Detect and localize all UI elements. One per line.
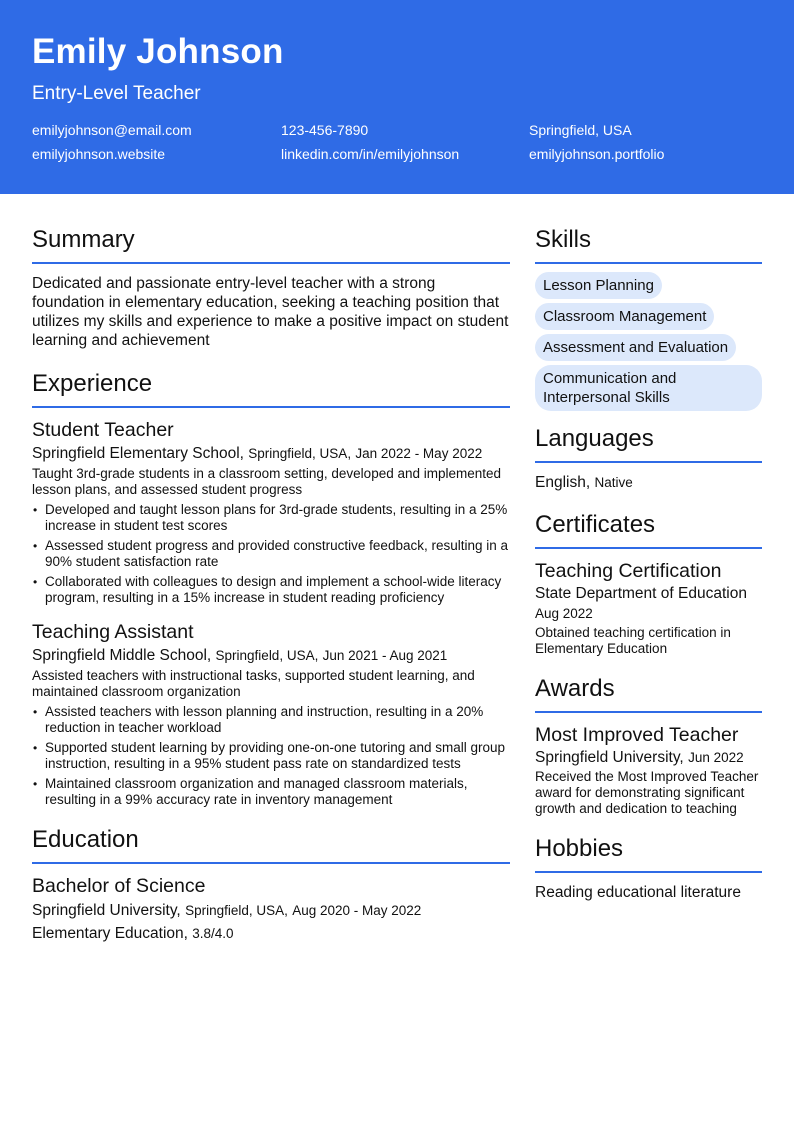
job-title: Student Teacher — [32, 419, 174, 441]
award-meta — [535, 748, 762, 767]
job-description: Assisted teachers with instructional tasks, supported student learning, and maintained classroom organization — [32, 668, 475, 699]
awards-section — [535, 675, 762, 817]
job-entry — [32, 418, 510, 606]
school-location: Springfield, USA, — [185, 903, 288, 918]
field-of-study: Elementary Education, — [32, 925, 188, 942]
section-divider — [32, 862, 510, 864]
school-name: Springfield University, — [32, 902, 181, 919]
summary-section — [32, 226, 510, 350]
list-item: • Assessed student progress and provided constructive feedback, resulting in a 90% student satisfaction rate — [32, 538, 510, 570]
contact-linkedin[interactable]: linkedin.com/in/emilyjohnson — [281, 146, 460, 162]
job-description: Taught 3rd-grade students in a classroom setting, developed and implemented lesson plans, and assessed student progress — [32, 466, 502, 497]
certificate-date: Aug 2022 — [535, 606, 593, 621]
experience-section — [32, 370, 510, 808]
job-meta — [32, 646, 510, 666]
skill-tag: Communication and Interpersonal Skills — [535, 365, 762, 411]
education-meta — [32, 899, 510, 922]
job-location: Springfield, USA, — [215, 648, 319, 663]
summary-heading: Summary — [32, 226, 135, 253]
education-section — [32, 826, 510, 945]
list-item: • Collaborated with colleagues to design and implement a school-wide literacy program, resulting in a 15% increase in student reading proficiency — [32, 574, 510, 606]
section-divider — [535, 711, 762, 713]
gpa: 3.8/4.0 — [192, 926, 234, 941]
job-title: Teaching Assistant — [32, 621, 194, 643]
award-org: Springfield University, — [535, 749, 684, 766]
section-divider — [535, 547, 762, 549]
award-description: Received the Most Improved Teacher award for demonstrating significant growth and dedication to teaching — [535, 769, 759, 816]
section-divider — [535, 461, 762, 463]
candidate-role: Entry-Level Teacher — [32, 83, 201, 104]
language-name: English, — [535, 474, 591, 491]
list-item: • Developed and taught lesson plans for 3rd-grade students, resulting in a 25% increase in student test scores — [32, 502, 510, 534]
job-location: Springfield, USA, — [248, 446, 352, 461]
section-divider — [535, 262, 762, 264]
contact-email[interactable]: emilyjohnson@email.com — [32, 122, 192, 138]
award-name: Most Improved Teacher — [535, 724, 739, 746]
certificates-section — [535, 511, 762, 657]
side-column — [535, 226, 762, 919]
job-meta — [32, 444, 510, 464]
section-divider — [535, 871, 762, 873]
hobbies-section — [535, 835, 762, 903]
list-item: • Maintained classroom organization and managed classroom materials, resulting in a 99% accuracy rate in inventory management — [32, 776, 510, 808]
list-item: • Assisted teachers with lesson planning and instruction, resulting in a 20% reduction in teacher workload — [32, 704, 510, 736]
education-field — [32, 922, 510, 945]
language-entry — [535, 473, 762, 493]
job-dates: Jan 2022 - May 2022 — [355, 446, 483, 461]
contact-location: Springfield, USA — [529, 122, 632, 138]
degree-title: Bachelor of Science — [32, 875, 206, 897]
certificates-heading: Certificates — [535, 511, 656, 538]
candidate-name: Emily Johnson — [32, 32, 284, 71]
certificate-description: Obtained teaching certification in Elementary Education — [535, 625, 731, 656]
hobbies-heading: Hobbies — [535, 835, 624, 862]
certificate-issuer: State Department of Education — [535, 585, 747, 602]
section-divider — [32, 406, 510, 408]
main-column — [32, 226, 510, 945]
list-item: • Supported student learning by providing one-on-one tutoring and small group instruction, resulting in a 95% student pass rate on standardized tests — [32, 740, 510, 772]
skill-tag: Assessment and Evaluation — [535, 334, 736, 361]
skill-tag: Lesson Planning — [535, 272, 662, 299]
skills-heading: Skills — [535, 226, 592, 253]
education-dates: Aug 2020 - May 2022 — [292, 903, 422, 918]
experience-heading: Experience — [32, 370, 153, 397]
job-bullets — [32, 502, 510, 606]
summary-text: Dedicated and passionate entry-level teacher with a strong foundation in elementary education, seeking a teaching position that utilizes my skills and experience to make a positive impact on student learning and achievement — [32, 275, 509, 349]
hobby-item: Reading educational literature — [535, 884, 741, 901]
language-level: Native — [594, 475, 633, 490]
languages-section — [535, 425, 762, 493]
skill-tag: Classroom Management — [535, 303, 714, 330]
languages-heading: Languages — [535, 425, 654, 452]
award-date: Jun 2022 — [688, 750, 744, 765]
section-divider — [32, 262, 510, 264]
job-entry — [32, 620, 510, 808]
job-dates: Jun 2021 - Aug 2021 — [322, 648, 448, 663]
resume-header — [0, 0, 794, 194]
certificate-name: Teaching Certification — [535, 560, 722, 582]
education-heading: Education — [32, 826, 139, 853]
contact-portfolio[interactable]: emilyjohnson.portfolio — [529, 146, 665, 162]
contact-phone[interactable]: 123-456-7890 — [281, 122, 369, 138]
awards-heading: Awards — [535, 675, 615, 702]
job-org: Springfield Elementary School, — [32, 445, 244, 462]
skills-section — [535, 226, 762, 411]
job-bullets — [32, 704, 510, 808]
contact-website[interactable]: emilyjohnson.website — [32, 146, 166, 162]
job-org: Springfield Middle School, — [32, 647, 212, 664]
